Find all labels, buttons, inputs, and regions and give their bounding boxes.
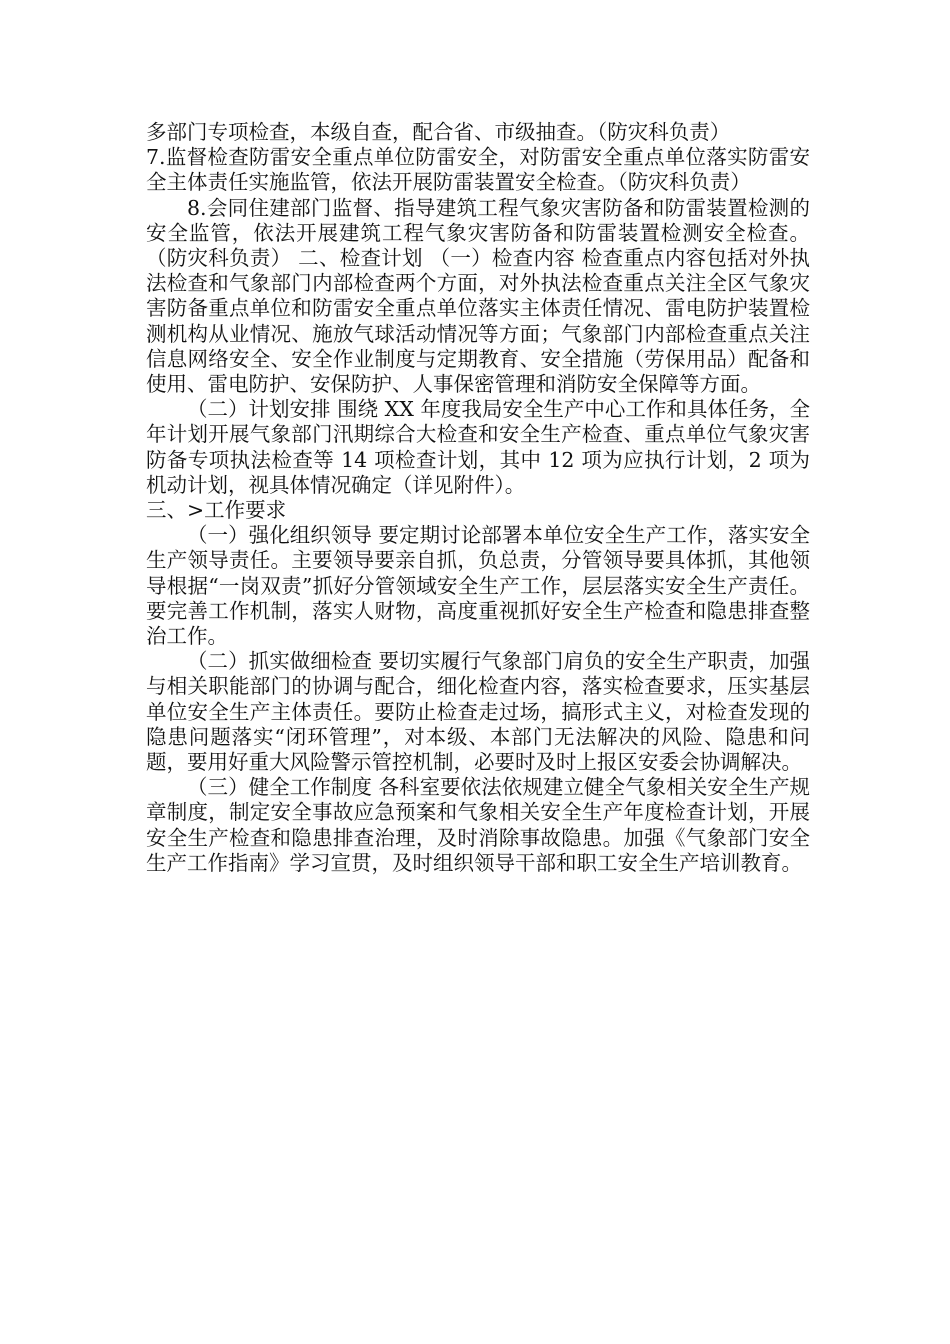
paragraph-4: （二）计划安排 围绕 XX 年度我局安全生产中心工作和具体任务，全年计划开展气象部门汛期综合大检查和安全生产检查、重点单位气象灾害防备专项执法检查等 14 项检查计划，其中 12 项为应执行计划，2 项为机动计划，视具体情况确定（详见附件）。 [146, 397, 810, 497]
paragraph-1: 多部门专项检查，本级自查，配合省、市级抽查。（防灾科负责） [146, 120, 731, 144]
document-body [146, 120, 810, 876]
paragraph-3: 8.会同住建部门监督、指导建筑工程气象灾害防备和防雷装置检测的安全监管，依法开展建筑工程气象灾害防备和防雷装置检测安全检查。（防灾科负责） 二、检查计划 （一）检查内容 检查重点内容包括对外执法检查和气象部门内部检查两个方面，对外执法检查重点关注全区气象灾害防备重点单位和防雷安全重点单位落实主体责任情况、雷电防护装置检测机构从业情况、施放气球活动情况等方面；气象部门内部检查重点关注信息网络安全、安全作业制度与定期教育、安全措施（劳保用品）配备和使用、雷电防护、安保防护、人事保密管理和消防安全保障等方面。 [146, 195, 810, 397]
paragraph-6: （一）强化组织领导 要定期讨论部署本单位安全生产工作，落实安全生产领导责任。主要领导要亲自抓，负总责，分管领导要具体抓，其他领导根据“一岗双责”抓好分管领域安全生产工作，层层落实安全生产责任。要完善工作机制，落实人财物，高度重视抓好安全生产检查和隐患排查整治工作。 [146, 523, 810, 649]
paragraph-7: （二）抓实做细检查 要切实履行气象部门肩负的安全生产职责，加强与相关职能部门的协调与配合，细化检查内容，落实检查要求，压实基层单位安全生产主体责任。要防止检查走过场，搞形式主义，对检查发现的隐患问题落实“闭环管理”，对本级、本部门无法解决的风险、隐患和问题，要用好重大风险警示管控机制，必要时及时上报区安委会协调解决。 [146, 649, 810, 775]
section-heading-3: 三、>工作要求 [146, 498, 287, 523]
paragraph-8: （三）健全工作制度 各科室要依法依规建立健全气象相关安全生产规章制度，制定安全事故应急预案和气象相关安全生产年度检查计划，开展安全生产检查和隐患排查治理，及时消除事故隐患。加强《气象部门安全生产工作指南》学习宣贯，及时组织领导干部和职工安全生产培训教育。 [146, 775, 810, 875]
paragraph-2: 7.监督检查防雷安全重点单位防雷安全，对防雷安全重点单位落实防雷安全主体责任实施监管，依法开展防雷装置安全检查。（防灾科负责） [146, 145, 810, 195]
